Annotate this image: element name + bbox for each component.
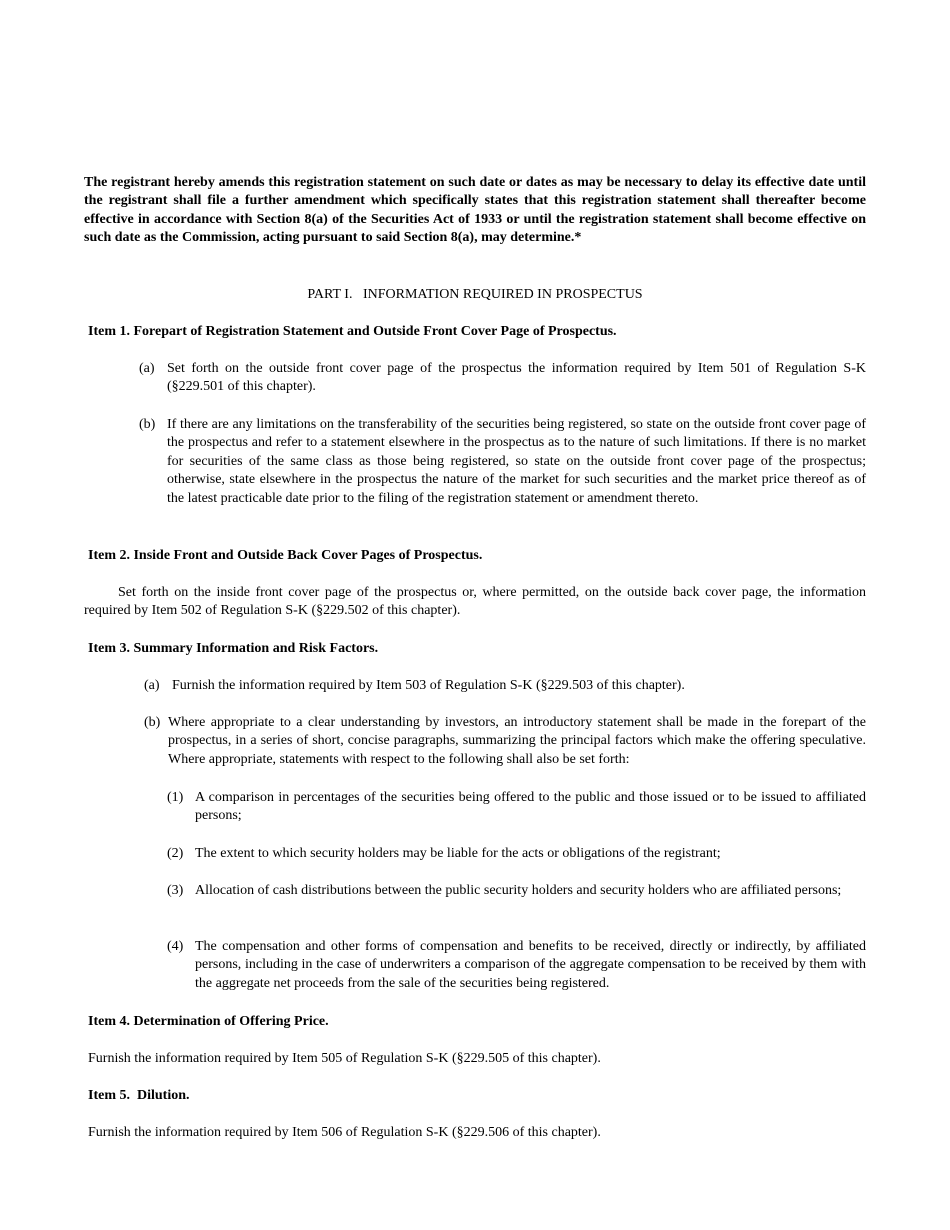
item3-a-text: Furnish the information required by Item 503 of Regulation S-K (§229.503 of this chapter). [172, 678, 685, 693]
item1-heading: Item 1. Forepart of Registration Statement and Outside Front Cover Page of Prospectus. [88, 324, 617, 339]
item5-heading: Item 5. Dilution. [88, 1088, 190, 1103]
item1-a-text: Set forth on the outside front cover page of the prospectus the information required by Item 501 of Regulation S-K (§229.501 of this chapter). [167, 361, 866, 395]
part-title: PART I. INFORMATION REQUIRED IN PROSPECTUS [307, 287, 643, 302]
item3-sub2-marker: (2) [167, 846, 184, 861]
item4-text: Furnish the information required by Item 505 of Regulation S-K (§229.505 of this chapter). [88, 1051, 601, 1066]
item3-sub2-text: The extent to which security holders may be liable for the acts or obligations of the registrant; [195, 846, 721, 861]
item3-sub4-marker: (4) [167, 939, 184, 954]
item1-b-marker: (b) [139, 417, 156, 432]
item2-text: Set forth on the inside front cover page of the prospectus or, where permitted, on the outside back cover page, the information required by Item 502 of Regulation S-K (§229.502 of this chapter). [84, 585, 866, 619]
item2-heading: Item 2. Inside Front and Outside Back Cover Pages of Prospectus. [88, 548, 483, 563]
item4-heading: Item 4. Determination of Offering Price. [88, 1014, 329, 1029]
item1-b-text: If there are any limitations on the transferability of the securities being registered, so state on the outside front cover page of the prospectus and refer to a statement elsewhere in the prospectus as to the nature of such limitations. If there is no market for securities of the same class as those being registered, so state on the outside front cover page of the prospectus; otherwise, state elsewhere in the prospectus the nature of the market for such securities and the market price thereof as of the latest practicable date prior to the filing of the registration statement or amendment thereto. [167, 417, 866, 506]
item1-a-marker: (a) [139, 361, 155, 376]
delaying-amendment-statement: The registrant hereby amends this registration statement on such date or dates as may be necessary to delay its effective date until the registrant shall file a further amendment which specifically states that this registration statement shall thereafter become effective in accordance with Section 8(a) of the Securities Act of 1933 or until the registration statement shall become effective on such date as the Commission, acting pursuant to said Section 8(a), may determine.* [84, 175, 866, 246]
item5-text: Furnish the information required by Item 506 of Regulation S-K (§229.506 of this chapter). [88, 1125, 601, 1140]
item3-sub1-marker: (1) [167, 790, 184, 805]
item3-a-marker: (a) [144, 678, 160, 693]
item3-heading: Item 3. Summary Information and Risk Factors. [88, 641, 379, 656]
item3-b-marker: (b) [144, 715, 161, 730]
item3-sub3-marker: (3) [167, 883, 184, 898]
item3-sub1-text: A comparison in percentages of the securities being offered to the public and those issued or to be issued to affiliated persons; [195, 790, 866, 824]
item3-sub3-text: Allocation of cash distributions between the public security holders and security holders who are affiliated persons; [195, 883, 842, 898]
item3-b-text: Where appropriate to a clear understanding by investors, an introductory statement shall be made in the forepart of the prospectus, in a series of short, concise paragraphs, summarizing the principal factors which make the offering speculative. Where appropriate, statements with respect to the following shall also be set forth: [168, 715, 866, 767]
item3-sub4-text: The compensation and other forms of compensation and benefits to be received, directly or indirectly, by affiliated persons, including in the case of underwriters a comparison of the aggregate compensation to be received by them with the aggregate net proceeds from the sale of the securities being registered. [195, 939, 866, 991]
